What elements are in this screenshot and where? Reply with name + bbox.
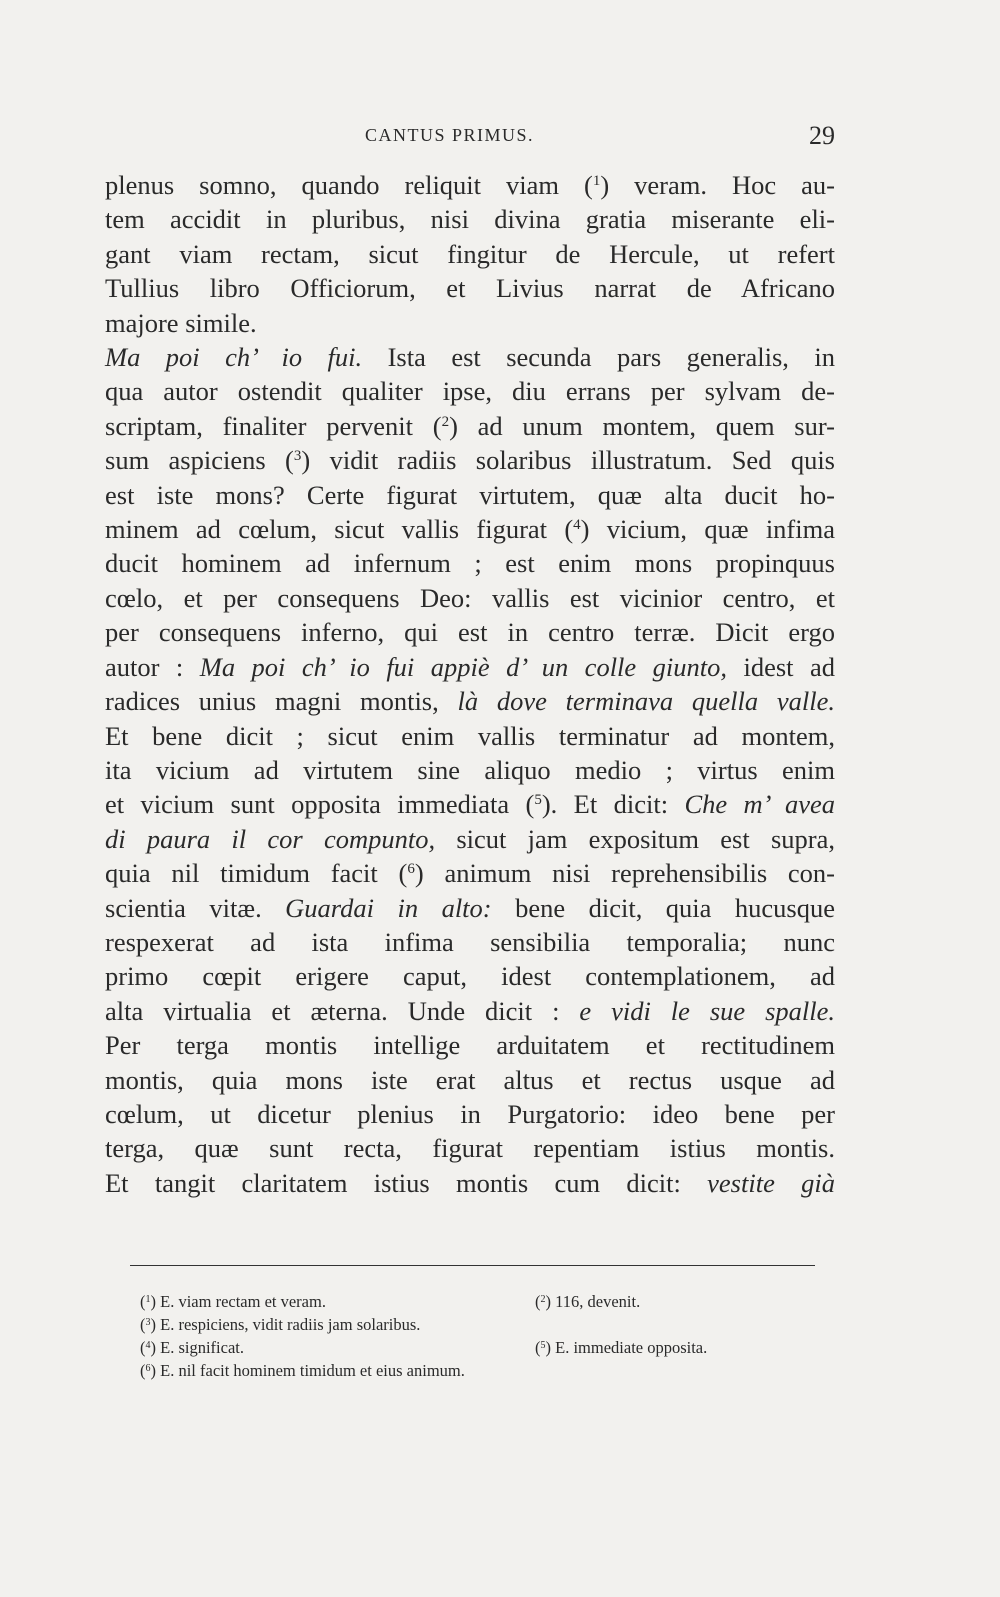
- body-line: [105, 787, 835, 821]
- text-segment: ) vicium, quæ infima: [580, 514, 835, 545]
- footnote-mark: ($^4$): [140, 1338, 161, 1357]
- italic-quote: vestite già: [707, 1167, 835, 1198]
- text-segment: scriptam, finaliter pervenit (: [105, 410, 442, 441]
- page-header: [105, 121, 835, 155]
- footnote-ref: 5: [534, 792, 542, 809]
- body-line: [105, 1166, 835, 1200]
- body-line: [105, 478, 835, 512]
- running-title: CANTUS PRIMUS.: [365, 125, 535, 145]
- body-line: [105, 856, 835, 890]
- text-segment: ita vicium ad virtutem sine aliquo medio ; virtus enim: [105, 754, 835, 785]
- footnote-text: E. viam rectam et veram.: [160, 1292, 326, 1311]
- text-segment: idest ad: [727, 651, 835, 682]
- footnote-row: [140, 1336, 820, 1359]
- text-segment: quia nil timidum facit (: [105, 858, 408, 889]
- body-text: [105, 168, 835, 1200]
- body-line: [105, 374, 835, 408]
- text-segment: Et tangit claritatem istius montis cum dicit:: [105, 1167, 708, 1198]
- text-segment: ducit hominem ad infernum ; est enim mons propinquus: [105, 548, 835, 579]
- footnote-mark: ($^6$): [140, 1361, 161, 1380]
- body-line: [105, 1131, 835, 1165]
- text-segment: terga, quæ sunt recta, figurat repentiam istius montis.: [105, 1133, 835, 1164]
- footnote: [140, 1290, 326, 1313]
- footnote-text: E. nil facit hominem timidum et eius animum.: [160, 1361, 465, 1380]
- text-segment: ) ad unum montem, quem sur-: [449, 410, 835, 441]
- footnote-row: [140, 1313, 820, 1336]
- page-number: 29: [809, 121, 835, 150]
- body-line: [105, 202, 835, 236]
- body-line: [105, 753, 835, 787]
- text-segment: Et bene dicit ; sicut enim vallis terminatur ad montem,: [105, 720, 835, 751]
- body-line: [105, 615, 835, 649]
- italic-quote: di paura il cor compunto,: [105, 823, 436, 854]
- footnote: [535, 1290, 640, 1313]
- body-line: [105, 1028, 835, 1062]
- italic-quote: Guardai in alto:: [285, 892, 492, 923]
- text-segment: est iste mons? Certe figurat virtutem, quæ alta ducit ho-: [105, 479, 835, 510]
- footnote-ref: 4: [573, 517, 581, 534]
- body-line: [105, 512, 835, 546]
- text-segment: autor :: [105, 651, 200, 682]
- body-line: [105, 306, 835, 340]
- body-line: [105, 581, 835, 615]
- footnote: [140, 1359, 465, 1382]
- footnote-mark: ($^2$): [535, 1292, 556, 1311]
- text-segment: ) vidit radiis solaribus illustratum. Sed quis: [301, 445, 835, 476]
- italic-quote: e vidi le sue spalle.: [579, 995, 836, 1026]
- text-segment: ). Et dicit:: [541, 789, 685, 820]
- text-segment: qua autor ostendit qualiter ipse, diu errans per sylvam de-: [105, 376, 835, 407]
- text-segment: sum aspiciens (: [105, 445, 294, 476]
- body-line: [105, 1063, 835, 1097]
- footnote-text: 116, devenit.: [555, 1292, 641, 1311]
- italic-quote: Che m’ avea: [684, 789, 835, 820]
- footnote-row: [140, 1359, 820, 1382]
- body-line: [105, 1097, 835, 1131]
- text-segment: scientia vitæ.: [105, 892, 286, 923]
- footnote: [140, 1313, 420, 1336]
- text-segment: majore simile.: [105, 307, 257, 338]
- footnote-text: E. respiciens, vidit radiis jam solaribus.: [160, 1315, 421, 1334]
- body-line: [105, 409, 835, 443]
- body-line: [105, 443, 835, 477]
- text-segment: montis, quia mons iste erat altus et rectus usque ad: [105, 1064, 835, 1095]
- text-segment: alta virtualia et æterna. Unde dicit :: [105, 995, 580, 1026]
- text-segment: per consequens inferno, qui est in centro terræ. Dicit ergo: [105, 617, 835, 648]
- footnotes: [140, 1290, 820, 1382]
- text-segment: Per terga montis intellige arduitatem et rectitudinem: [105, 1030, 835, 1061]
- footnote-ref: 2: [441, 413, 450, 430]
- text-segment: cœlum, ut dicetur plenius in Purgatorio: ideo bene per: [105, 1098, 835, 1129]
- text-segment: gant viam rectam, sicut fingitur de Hercule, ut refert: [105, 238, 835, 269]
- text-segment: ) animum nisi reprehensibilis con-: [414, 858, 835, 889]
- body-line: [105, 650, 835, 684]
- text-segment: respexerat ad ista infima sensibilia temporalia; nunc: [105, 926, 835, 957]
- footnote: [535, 1336, 707, 1359]
- footnote: [140, 1336, 244, 1359]
- text-segment: tem accidit in pluribus, nisi divina gratia miserante eli-: [105, 204, 835, 235]
- italic-quote: là dove terminava quella valle.: [457, 686, 835, 717]
- footnote-ref: 3: [293, 448, 302, 465]
- body-line: [105, 925, 835, 959]
- body-line: [105, 959, 835, 993]
- text-segment: primo cœpit erigere caput, idest contemplationem, ad: [105, 961, 835, 992]
- text-segment: cœlo, et per consequens Deo: vallis est vicinior centro, et: [105, 582, 835, 613]
- body-line: [105, 271, 835, 305]
- text-segment: et vicium sunt opposita immediata (: [105, 789, 535, 820]
- italic-quote: Ma poi ch’ io fui.: [105, 342, 363, 373]
- footnote-mark: ($^1$): [140, 1292, 161, 1311]
- text-segment: ) veram. Hoc au-: [600, 170, 835, 200]
- text-segment: sicut jam expositum est supra,: [435, 823, 835, 854]
- body-line: [105, 994, 835, 1028]
- body-line: [105, 546, 835, 580]
- footnote-text: E. immediate opposita.: [555, 1338, 708, 1357]
- footnote-mark: ($^3$): [140, 1315, 161, 1334]
- body-line: [105, 822, 835, 856]
- italic-quote: Ma poi ch’ io fui appiè d’ un colle giunto,: [199, 651, 727, 682]
- footnote-ref: 1: [592, 173, 601, 189]
- body-line: [105, 168, 835, 202]
- text-segment: Ista est secunda pars generalis, in: [362, 342, 835, 373]
- footnote-ref: 6: [407, 861, 415, 878]
- footnote-text: E. significat.: [160, 1338, 244, 1357]
- footnote-mark: ($^5$): [535, 1338, 556, 1357]
- footnote-rule: [130, 1265, 815, 1266]
- body-line: [105, 237, 835, 271]
- body-line: [105, 719, 835, 753]
- body-line: [105, 340, 835, 374]
- body-line: [105, 891, 835, 925]
- text-segment: minem ad cœlum, sicut vallis figurat (: [105, 514, 574, 545]
- text-segment: bene dicit, quia hucusque: [491, 892, 835, 923]
- body-line: [105, 684, 835, 718]
- text-segment: Tullius libro Officiorum, et Livius narrat de Africano: [105, 273, 835, 304]
- text-segment: plenus somno, quando reliquit viam (: [105, 170, 593, 200]
- text-segment: radices unius magni montis,: [105, 686, 458, 717]
- footnote-row: [140, 1290, 820, 1313]
